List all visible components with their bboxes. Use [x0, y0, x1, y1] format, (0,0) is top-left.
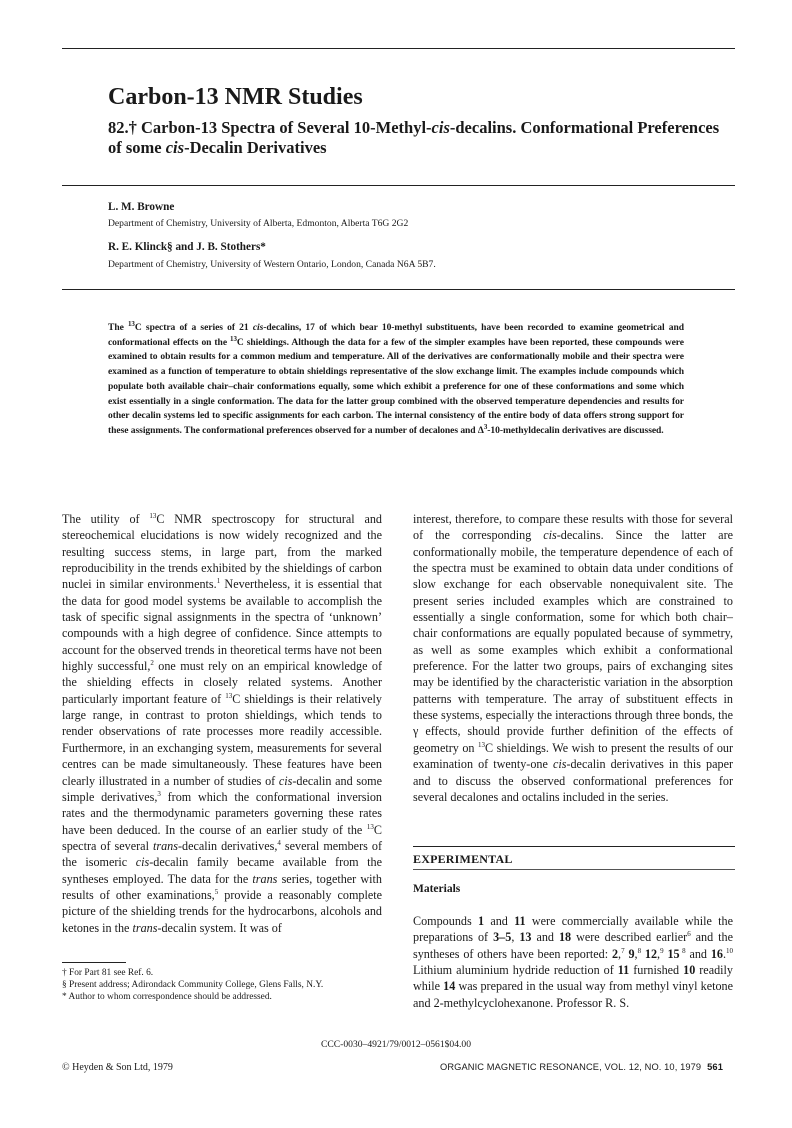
journal-citation: ORGANIC MAGNETIC RESONANCE, VOL. 12, NO. 10, 1979 [440, 1062, 702, 1072]
footnotes [62, 967, 382, 1003]
body-column-left [62, 511, 382, 936]
intro-paragraph-right: interest, therefore, to compare these results with those for several of the corresponding cis-decalins. Since the latter are conformationally mobile, the temperature dependence of each of the spectra must be examined to obtain data under conditions of slow exchange for each observable nonequivalent site. The present series included examples which are constrained to essentially a single conformation, some for which both chair–chair conformations are equally populated because of symmetry, as well as some examples which exhibit a conformational preference. For the latter two groups, pairs of exchanging sites may be identified by the characteristic variation in the absorption patterns with temperature. The array of substituent effects in these systems, especially the interactions through three bonds, the γ effects, should provide further definition of the effects of geometry on $^{13}$C shieldings. We wish to present the results of our examination of twenty-one cis-decalin derivatives in this paper and to discuss the observed conformational preferences for several decalones and octalins included in the series. [413, 512, 733, 804]
materials-heading: Materials [413, 883, 461, 895]
intro-paragraph-left: The utility of $^{13}$C NMR spectroscopy for structural and stereochemical elucidations is now widely recognized and the resulting success stems, in large part, from the marked reproducibility in the trends exhibited by the shieldings of carbon nuclei in similar environments.$^1$ Nevertheless, it is essential that the data for good model systems be available to accomplish the task of specific signal assignments in the spectra of ‘unknown’ compounds with a high degree of confidence. Since attempts to account for the observed trends in theoretical terms have not been highly successful,$^2$ one must rely on an empirical knowledge of the shielding effects in closely related systems. Another particularly important feature of $^{13}$C shieldings is their relatively large range, in contrast to proton shieldings, which tends to render observations of rate processes more readily accessible. Furthermore, in an exchanging system, measurements for several centres can be made simultaneously. These features have been clearly illustrated in a number of studies of cis-decalin and some simple derivatives,$^3$ from which the conformational inversion rates and the thermodynamic parameters governing these rates have been deduced. In the course of an earlier study of the $^{13}$C spectra of several trans-decalin derivatives,$^4$ several members of the isomeric cis-decalin family became available from the syntheses employed. The data for the trans series, together with results of other examinations,$^5$ provide a reasonably complete picture of the shielding trends for the hydrocarbons, alcohols and ketones in the trans-decalin system. It was of [62, 511, 383, 935]
experimental-underline [413, 869, 735, 870]
footnote-rule [62, 962, 126, 963]
paper-title: 82.† Carbon-13 Spectra of Several 10-Methyl-cis-decalins. Conformational Preferences of some cis-Decalin Derivatives [108, 118, 720, 157]
body-column-right [413, 511, 733, 805]
author-line-2: R. E. Klinck§ and J. B. Stothers* [108, 241, 266, 253]
footnote-section: § Present address; Adirondack Community College, Glens Falls, N.Y. [62, 980, 324, 990]
experimental-heading: EXPERIMENTAL [413, 852, 513, 866]
article-code: CCC-0030–4921/79/0012–0561$04.00 [320, 1039, 472, 1050]
title-rule [62, 185, 735, 186]
author-line-1: L. M. Browne [108, 201, 175, 213]
series-title: Carbon-13 NMR Studies [108, 84, 363, 110]
top-rule [62, 48, 735, 49]
materials-paragraph: Compounds 1 and 11 were commercially available while the preparations of 3–5, 13 and 18 were described earlier$^6$ and the syntheses of others have been reported: 2,$^7$ 9,$^8$ 12,$^9$ 15 $^8$ and 16.10 Lithium aluminium hydride reduction of 11 furnished 10 readily while 14 was prepared in the usual way from methyl vinyl ketone and 2-methylcyclohexanone. Professor R. S. [413, 914, 734, 1010]
journal-footer [440, 1062, 723, 1072]
page-number: 561 [707, 1062, 723, 1072]
footnote-dagger: † For Part 81 see Ref. 6. [62, 968, 154, 978]
authors-rule [62, 289, 735, 290]
affiliation-line-1: Department of Chemistry, University of Alberta, Edmonton, Alberta T6G 2G2 [108, 218, 409, 229]
footnote-asterisk: * Author to whom correspondence should be addressed. [62, 992, 272, 1002]
abstract: The $^{13}$C spectra of a series of 21 cis-decalins, 17 of which bear 10-methyl substituents, have been recorded to examine geometrical and conformational effects on the $^{13}$C shieldings. Although the data for a few of the simpler examples have been reported, these compounds were examined to obtain results for a common medium and temperature. All of the derivatives are conformationally mobile and their spectra were examined as a function of temperature to obtain shieldings representative of the slow exchange limit. The examples include compounds which populate both available chair–chair conformations equally, some which exhibit a preference for one of these conformations and some which exist essentially in a single conformation. The data for the latter group combined with the observed temperature dependencies and results for other decalin systems led to specific assignments for each carbon. The internal consistency of the entire body of data offers strong support for these assignments. The conformational preferences observed for a number of decalones and $\Delta^3-10$-methyldecalin derivatives are discussed. [108, 319, 684, 436]
copyright: © Heyden & Son Ltd, 1979 [62, 1062, 173, 1073]
experimental-rule [413, 846, 735, 847]
affiliation-line-2: Department of Chemistry, University of Western Ontario, London, Canada N6A 5B7. [108, 259, 436, 270]
